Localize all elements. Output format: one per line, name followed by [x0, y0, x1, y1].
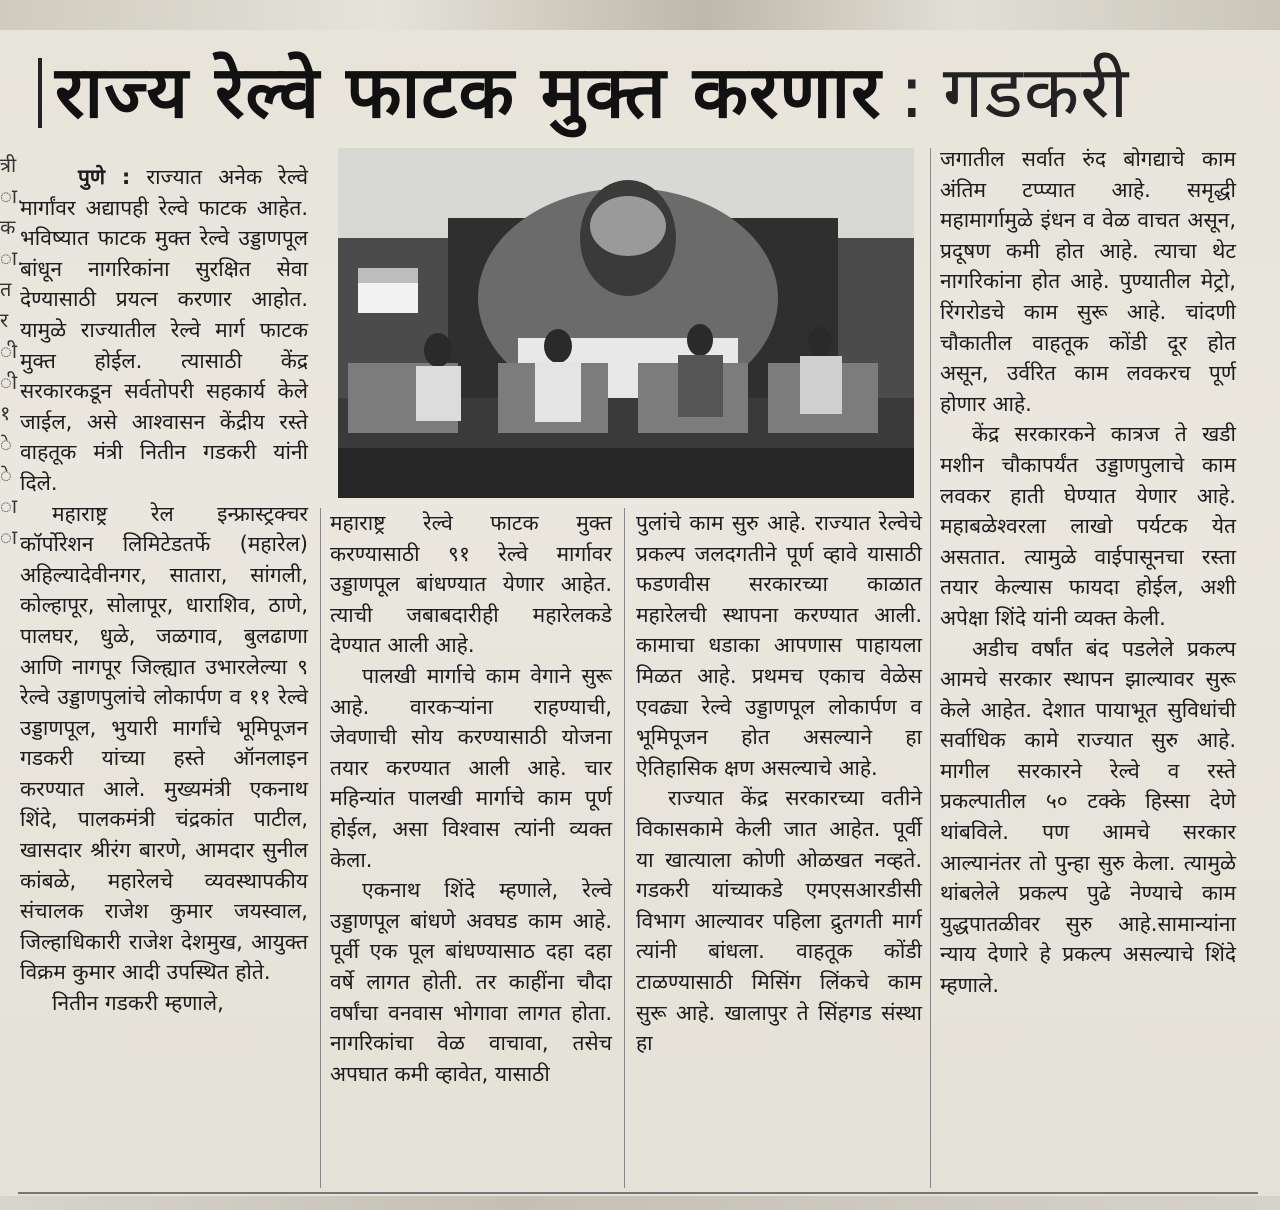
- event-photo: [338, 148, 914, 498]
- column-paragraph: केंद्र सरकारकने कात्रज ते खडी मशीन चौकापर्यंत उड्डाणपुलाचे काम लवकर हाती घेण्यात येणार आहे. महाबळेश्वरला लाखो पर्यटक येत असतात. त्यामुळे वाईपासूनचा रस्ता तयार केल्यास फायदा होईल, अशी अपेक्षा शिंदे यांनी व्यक्त केली.: [940, 422, 1236, 630]
- margin-fragment: ी: [0, 339, 18, 363]
- margin-fragment: त: [0, 277, 12, 301]
- margin-fragment: े: [0, 463, 12, 487]
- headline-separator: :: [899, 50, 925, 134]
- article-column-4: [940, 144, 1236, 1190]
- article-column-2: [330, 508, 612, 1188]
- column-paragraph: नितीन गडकरी म्हणाले,: [52, 991, 224, 1016]
- margin-fragment: १: [0, 401, 11, 425]
- column-paragraph: अडीच वर्षांत बंद पडलेले प्रकल्प आमचे सरकार स्थापन झाल्यावर सुरू केले आहेत. देशात पायाभूत सुविधांची सर्वाधिक कामे राज्यात सुरु आहे. मागील सरकारने रेल्वे व रस्ते प्रकल्पातील ५० टक्के हिस्सा देणे थांबविले. पण आमचे सरकार आल्यानंतर तो पुन्हा सुरु केला. त्यामुळे थांबलेले प्रकल्प पुढे नेण्याचे काम युद्धपातळीवर सुरु आहे.सामान्यांना न्याय देणारे हे प्रकल्प असल्याचे शिंदे म्हणाले.: [940, 636, 1236, 998]
- article-headline: [55, 42, 1205, 142]
- margin-fragment: त्री: [0, 153, 17, 177]
- bottom-rule: [18, 1192, 1258, 1194]
- article-column-3: [636, 508, 922, 1188]
- column-rule: [320, 508, 321, 1188]
- column-paragraph: [20, 162, 308, 499]
- headline-left-rule: [38, 58, 42, 128]
- margin-fragment: ी: [0, 370, 18, 394]
- column-paragraph: एकनाथ शिंदे म्हणाले, रेल्वे उड्डाणपूल बांधणे अवघड काम आहे. पूर्वी एक पूल बांधण्यासाठ दहा दहा वर्षे लागत होती. तर काहींना चौदा वर्षांचा वनवास भोगावा लागत होता. नागरिकांचा वेळ वाचावा, तसेच अपघात कमी व्हावेत, यासाठी: [330, 878, 612, 1086]
- column-paragraph: महाराष्ट्र रेल्वे फाटक मुक्त करण्यासाठी ९१ रेल्वे मार्गावर उड्डाणपूल बांधण्यात येणार आहेत. त्याची जबाबदारीही महारेलकडे देण्यात आली आहे.: [330, 511, 612, 658]
- article-column-1: [20, 162, 308, 1190]
- column-paragraph: जगातील सर्वात रुंद बोगद्याचे काम अंतिम टप्प्यात आहे. समृद्धी महामार्गामुळे इंधन व वेळ वाचत असून, प्रदूषण कमी होत आहे. त्याचा थेट नागरिकांना होत आहे. पुण्यातील मेट्रो, रिंगरोडचे काम सुरू आहे. चांदणी चौकातील वाहतूक कोंडी दूर होत असून, उर्वरित काम लवकरच पूर्ण होणार आहे.: [940, 147, 1236, 416]
- margin-fragment: ा: [0, 525, 18, 549]
- headline-byline: गडकरी: [942, 50, 1130, 134]
- margin-fragment: ा: [0, 494, 18, 518]
- margin-fragment: ा.: [0, 184, 24, 208]
- event-photo-illustration: [338, 148, 914, 498]
- column-paragraph: पुलांचे काम सुरु आहे. राज्यात रेल्वेचे प्रकल्प जलदगतीने पूर्ण व्हावे यासाठी फडणवीस सरकारच्या काळात महारेलची स्थापना करण्यात आली. कामाचा धडाका आपणास पाहायला मिळत आहे. प्रथमच एकाच वेळेस एवढ्या रेल्वे उड्डाणपूल लोकार्पण व भूमिपूजन होत असल्याने हा ऐतिहासिक क्षण असल्याचे आहे.: [636, 511, 922, 780]
- column-rule: [624, 508, 625, 1188]
- column-rule: [930, 148, 931, 1188]
- margin-fragment: ा.: [0, 246, 24, 270]
- scan-bottom-edge: [0, 1196, 1280, 1210]
- scan-top-edge: [0, 0, 1280, 30]
- dateline: पुणे :: [78, 165, 131, 189]
- margin-fragment: े: [0, 432, 12, 456]
- column-paragraph: पालखी मार्गाचे काम वेगाने सुरू आहे. वारकऱ्यांना राहण्याची, जेवणाची सोय करण्यासाठी योजना तयार करण्यात आली आहे. चार महिन्यांत पालखी मार्गाचे काम पूर्ण होईल, असा विश्वास त्यांनी व्यक्त केला.: [330, 663, 612, 872]
- margin-fragment: क: [0, 215, 16, 239]
- paragraph-text: राज्यात अनेक रेल्वे मार्गांवर अद्यापही रेल्वे फाटक आहेत. भविष्यात फाटक मुक्त रेल्वे उड्डाणपूल बांधून नागरिकांना सुरक्षित सेवा देण्यासाठी प्रयत्न करणार आहोत. यामुळे राज्यातील रेल्वे मार्ग फाटक मुक्त होईल. त्यासाठी केंद्र सरकारकडून सर्वतोपरी सहकार्य केले जाईल, असे आश्वासन केंद्रीय रस्ते वाहतूक मंत्री नितीन गडकरी यांनी दिले.: [20, 165, 308, 495]
- headline-text: राज्य रेल्वे फाटक मुक्त करणार: [55, 50, 882, 134]
- left-margin-fragments: [0, 150, 24, 630]
- margin-fragment: र: [0, 308, 9, 332]
- column-paragraph: राज्यात केंद्र सरकारच्या वतीने विकासकामे केली जात आहेत. पूर्वी या खात्याला कोणी ओळखत नव्हते. गडकरी यांच्याकडे एमएसआरडीसी विभाग आल्यावर पहिला द्रुतगती मार्ग त्यांनी बांधला. वाहतूक कोंडी टाळण्यासाठी मिसिंग लिंकचे काम सुरू आहे. खालापुर ते सिंहगड संस्था हा: [636, 786, 922, 1056]
- column-paragraph: महाराष्ट्र रेल इन्फ्रास्ट्रक्चर कॉर्पोरेशन लिमिटेडतर्फे (महारेल) अहिल्यादेवीनगर, सातारा, सांगली, कोल्हापूर, सोलापूर, धाराशिव, ठाणे, पालघर, धुळे, जळगाव, बुलढाणा आणि नागपूर जिल्ह्यात उभारलेल्या ९ रेल्वे उड्डाणपुलांचे लोकार्पण व ११ रेल्वे उड्डाणपूल, भुयारी मार्गांचे भूमिपूजन गडकरी यांच्या हस्ते ऑनलाइन करण्यात आले. मुख्यमंत्री एकनाथ शिंदे, पालकमंत्री चंद्रकांत पाटील, खासदार श्रीरंग बारणे, आमदार सुनील कांबळे, महारेलचे व्यवस्थापकीय संचालक राजेश कुमार जयस्वाल, जिल्हाधिकारी राजेश देशमुख, आयुक्त विक्रम कुमार आदी उपस्थित होते.: [20, 501, 308, 985]
